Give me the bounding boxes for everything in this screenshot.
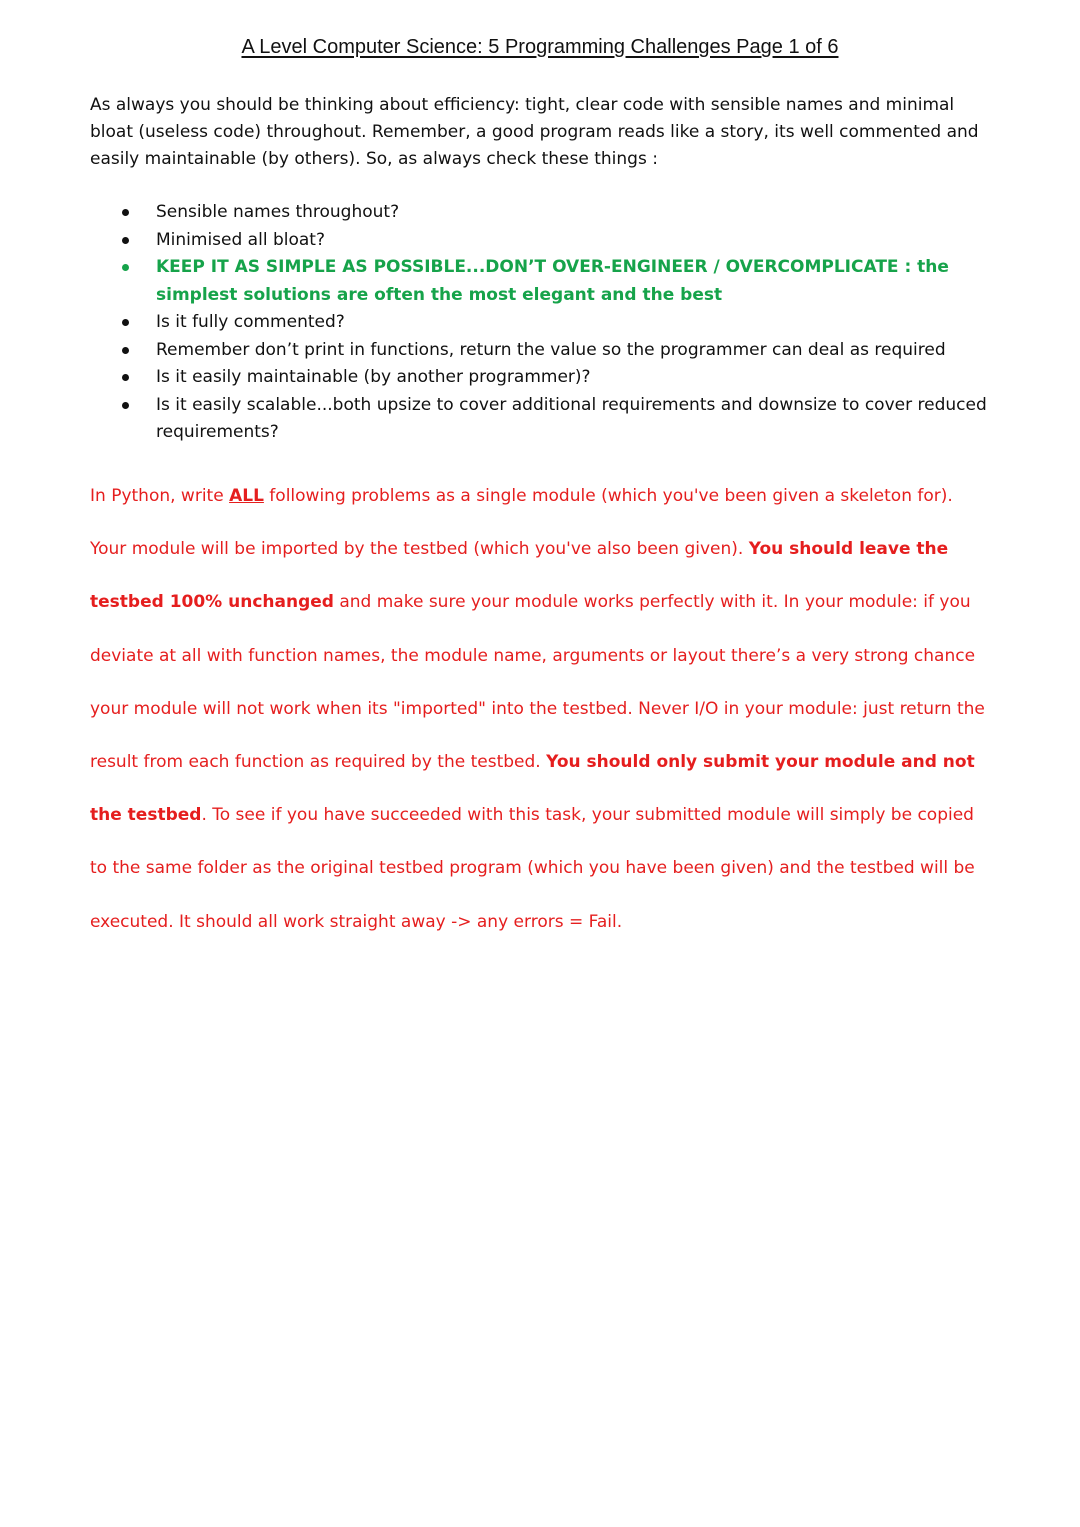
checklist-item-text: Is it easily scalable...both upsize to cover additional requirements and downsize to cover reduced requirements? <box>156 394 987 442</box>
checklist-item-highlight <box>118 254 988 309</box>
emphasis-all: ALL <box>229 486 264 506</box>
bullet-icon <box>122 402 129 409</box>
bullet-icon <box>122 347 129 354</box>
bullet-icon <box>122 237 129 244</box>
instruction-paragraph-1 <box>90 470 995 523</box>
checklist-item <box>118 199 988 227</box>
checklist-item <box>118 227 988 255</box>
checklist-item-text: Is it easily maintainable (by another programmer)? <box>156 367 591 387</box>
instruction-text: Your module will be imported by the testbed (which you've also been given). <box>90 539 749 560</box>
checklist-item-text: Is it fully commented? <box>156 312 345 332</box>
checklist-item <box>118 309 988 337</box>
checklist-item <box>118 364 988 392</box>
intro-paragraph: As always you should be thinking about efficiency: tight, clear code with sensible names and minimal bloat (useless code) throughout. Remember, a good program reads like a story, its well commented and easily maintainable (by others). So, as always check these things : <box>90 95 979 169</box>
page-title: A Level Computer Science: 5 Programming Challenges Page 1 of 6 <box>241 36 839 58</box>
bullet-icon <box>122 374 129 381</box>
bullet-icon <box>122 209 129 216</box>
quality-checklist <box>118 199 988 447</box>
bullet-icon <box>122 264 129 271</box>
instruction-text: following problems as a single module (which you've been given a skeleton for). <box>263 486 953 506</box>
instruction-text: . To see if you have succeeded with this task, your submitted module will simply be copied to the same folder as the original testbed program (which you have been given) and the testbed will be executed. It should all work straight away -> any errors = Fail. <box>90 805 975 932</box>
checklist-item <box>118 337 988 365</box>
checklist-item <box>118 392 988 447</box>
checklist-item-text: Remember don’t print in functions, return the value so the programmer can deal as required <box>156 339 946 360</box>
instruction-paragraph-2 <box>90 523 995 949</box>
emphasis-submit-module: You should only submit your module and not the testbed <box>90 752 975 826</box>
checklist-item-text: Sensible names throughout? <box>156 202 400 222</box>
emphasis-testbed-unchanged: You should leave the testbed 100% unchanged <box>90 539 949 613</box>
checklist-item-text: Minimised all bloat? <box>156 229 325 250</box>
instruction-text: and make sure your module works perfectly with it. In your module: if you deviate at all with function names, the module name, arguments or layout there’s a very strong chance your module will not work when its "imported" into the testbed. Never I/O in your module: just return the result from each function as required by the testbed. <box>90 592 985 773</box>
bullet-icon <box>122 319 129 326</box>
instruction-text: In Python, write <box>90 486 230 506</box>
checklist-item-text: KEEP IT AS SIMPLE AS POSSIBLE...DON’T OVER-ENGINEER / OVERCOMPLICATE : the simplest solutions are often the most elegant and the best <box>156 257 949 305</box>
submission-instructions <box>90 470 995 949</box>
